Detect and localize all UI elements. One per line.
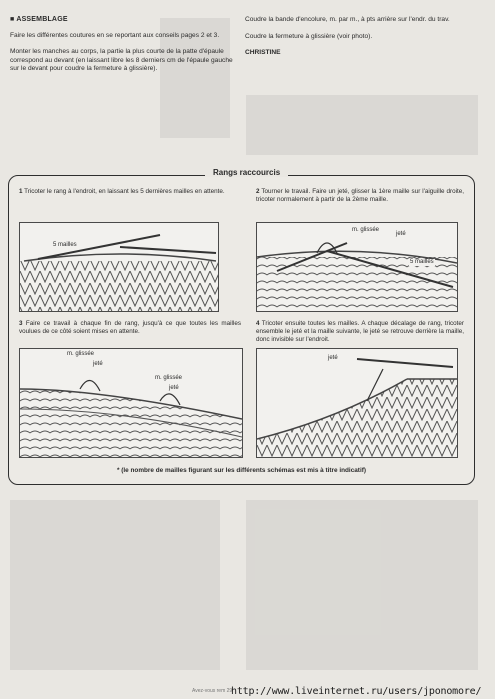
credit-text: Avez-vous rem [192, 688, 226, 694]
knitting-illustration [20, 349, 242, 457]
designer-signature: CHRISTINE [245, 49, 281, 57]
step-number: 3 [19, 320, 23, 327]
bleed-through-block [10, 500, 220, 670]
section-heading: ■ ASSEMBLAGE [10, 16, 68, 23]
step-number: 4 [256, 320, 260, 327]
step-number: 1 [19, 188, 23, 195]
step-number: 2 [256, 188, 260, 195]
finishing-paragraph: Coudre la fermeture à glissière (voir photo). [245, 32, 373, 40]
assembly-instructions [10, 16, 238, 82]
knitting-illustration [257, 223, 457, 311]
watermark-url: http://www.liveinternet.ru/users/jponomore/ [231, 686, 482, 697]
assembly-paragraph: Monter les manches au corps, la partie la plus courte de la patte d'épaule correspond au devant (en laissant libre les 8 derniers cm de l'épaule gauche sur le devant pour coudre la fermeture à glissière). [10, 48, 233, 73]
step-2 [256, 188, 464, 204]
label-mailles: 5 mailles [410, 259, 434, 265]
step-1 [19, 188, 241, 196]
label-glissee: m. glissée [352, 227, 380, 233]
label-glissee: m. glissée [67, 351, 95, 357]
label-jete: jeté [396, 231, 406, 237]
label-jete: jeté [328, 355, 338, 361]
knitting-illustration [257, 349, 457, 457]
step-3 [19, 320, 241, 336]
diagram-3 [19, 348, 243, 458]
finishing-paragraph: Coudre la bande d'encolure, m. par m., à pts arrière sur l'endr. du trav. [245, 16, 450, 23]
diagram-1 [19, 222, 219, 312]
finishing-instructions [245, 16, 479, 66]
step-4 [256, 320, 464, 344]
footnote: * (le nombre de mailles figurant sur les différents schémas est mis à titre indicatif) [117, 467, 366, 474]
label-glissee: m. glissée [155, 375, 183, 381]
step-text: Tricoter le rang à l'endroit, en laissant les 5 dernières mailles en attente. [24, 188, 225, 195]
bleed-through-block [246, 500, 478, 670]
label-jete: jeté [169, 385, 179, 391]
box-title: Rangs raccourcis [205, 168, 288, 177]
knitting-illustration [20, 223, 218, 311]
diagram-2 [256, 222, 458, 312]
label-mailles: 5 mailles [53, 242, 77, 248]
step-text: Tourner le travail. Faire un jeté, glisser la 1ère maille sur l'aiguille droite, tricoter normalement à partir de la 2ème maille. [256, 188, 464, 203]
short-rows-box [8, 168, 475, 485]
diagram-4 [256, 348, 458, 458]
bleed-through-block [246, 95, 478, 155]
label-jete: jeté [93, 361, 103, 367]
step-text: Tricoter ensuite toutes les mailles. A chaque décalage de rang, tricoter ensemble le jeté et la maille suivante, le jeté se retrouve derrière la maille, donc invisible sur l'endroit. [256, 320, 464, 343]
step-text: Faire ce travail à chaque fin de rang, jusqu'à ce que toutes les mailles voulues de ce côté soient mises en attente. [19, 320, 241, 335]
assembly-paragraph: Faire les différentes coutures en se reportant aux conseils pages 2 et 3. [10, 31, 220, 39]
page-credit [192, 688, 232, 694]
page-number: 29 [226, 688, 233, 694]
